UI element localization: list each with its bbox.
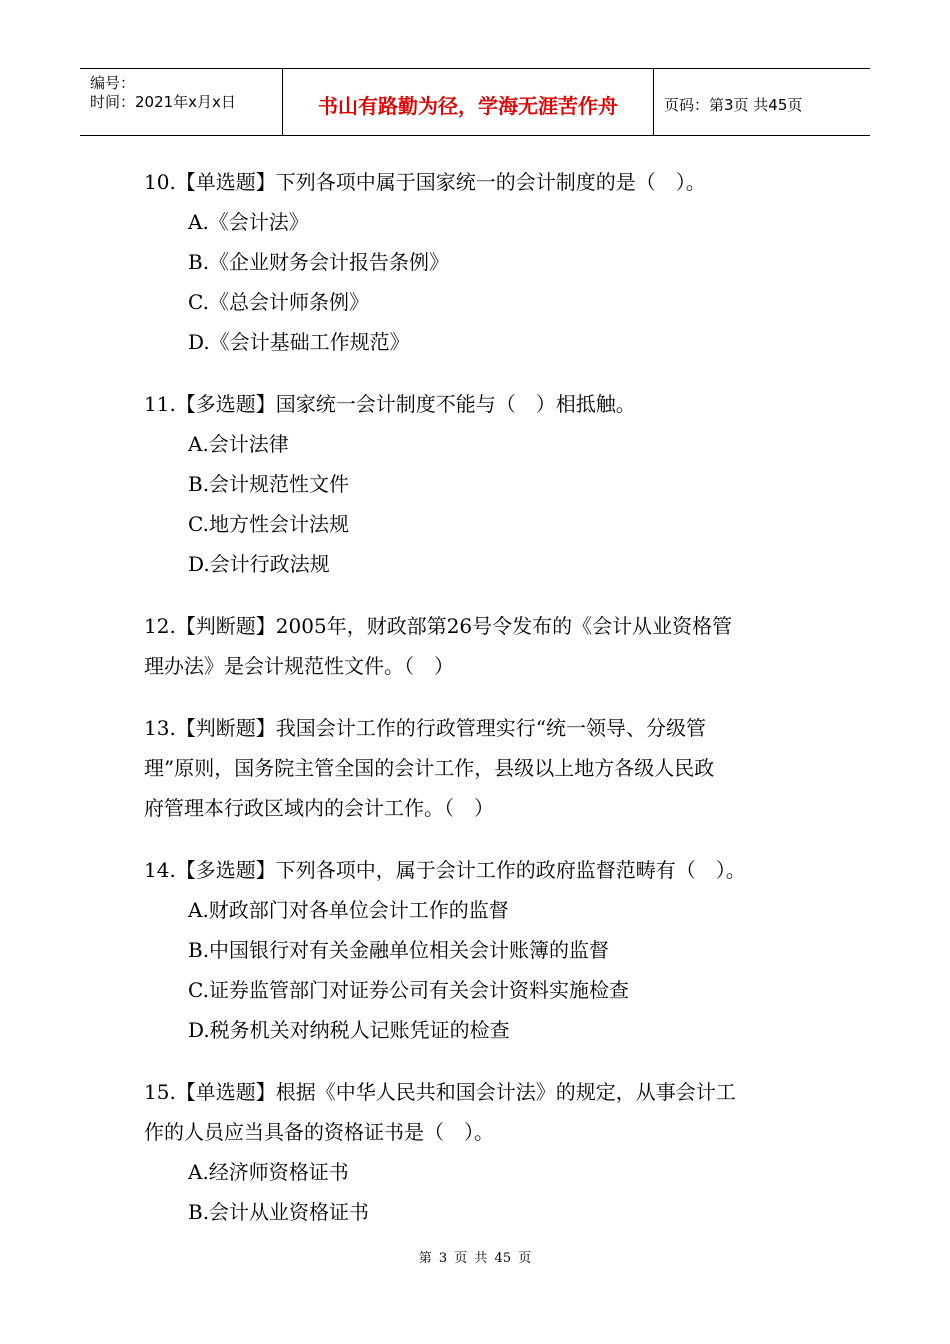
question-option: B.会计从业资格证书 — [188, 1200, 370, 1224]
question-option: D.《会计基础工作规范》 — [188, 330, 410, 354]
question-option: D.税务机关对纳税人记账凭证的检查 — [188, 1018, 510, 1042]
question-stem: 10.【单选题】下列各项中属于国家统一的会计制度的是（ ）。 — [144, 170, 706, 194]
question-stem: 11.【多选题】国家统一会计制度不能与（ ）相抵触。 — [144, 392, 636, 416]
question-option: B.《企业财务会计报告条例》 — [188, 250, 450, 274]
header-page-cell — [654, 69, 870, 135]
question-option: A.经济师资格证书 — [188, 1160, 349, 1184]
number-label: 编号： — [90, 74, 136, 92]
header-motto-cell — [282, 69, 654, 135]
question-stem: 14.【多选题】下列各项中，属于会计工作的政府监督范畴有（ ）。 — [144, 858, 746, 882]
document-header — [80, 68, 870, 136]
question-stem: 15.【单选题】根据《中华人民共和国会计法》的规定，从事会计工 — [144, 1080, 736, 1104]
header-meta-cell — [80, 69, 282, 135]
question-option: A.财政部门对各单位会计工作的监督 — [188, 898, 509, 922]
question-option: A.《会计法》 — [188, 210, 309, 234]
question-option: C.地方性会计法规 — [188, 512, 349, 536]
time-label: 时间：2021年x月x日 — [90, 93, 236, 111]
question-option: D.会计行政法规 — [188, 552, 330, 576]
page-footer: 第 3 页 共 45 页 — [418, 1251, 532, 1266]
question-stem-continued: 府管理本行政区域内的会计工作。（ ） — [144, 796, 494, 820]
question-option: C.证券监管部门对证券公司有关会计资料实施检查 — [188, 978, 629, 1002]
motto-text: 书山有路勤为径，学海无涯苦作舟 — [318, 94, 618, 118]
question-option: C.《总会计师条例》 — [188, 290, 369, 314]
question-option: A.会计法律 — [188, 432, 289, 456]
question-option: B.会计规范性文件 — [188, 472, 350, 496]
question-stem: 13.【判断题】我国会计工作的行政管理实行“统一领导、分级管 — [144, 716, 707, 740]
question-stem-continued: 理”原则，国务院主管全国的会计工作，县级以上地方各级人民政 — [144, 756, 715, 780]
question-stem-continued: 理办法》是会计规范性文件。（ ） — [144, 654, 454, 678]
question-stem-continued: 作的人员应当具备的资格证书是（ ）。 — [144, 1120, 494, 1144]
page-info: 页码：第3页 共45页 — [664, 96, 803, 114]
question-option: B.中国银行对有关金融单位相关会计账簿的监督 — [188, 938, 610, 962]
question-stem: 12.【判断题】2005年，财政部第26号令发布的《会计从业资格管 — [144, 614, 733, 638]
